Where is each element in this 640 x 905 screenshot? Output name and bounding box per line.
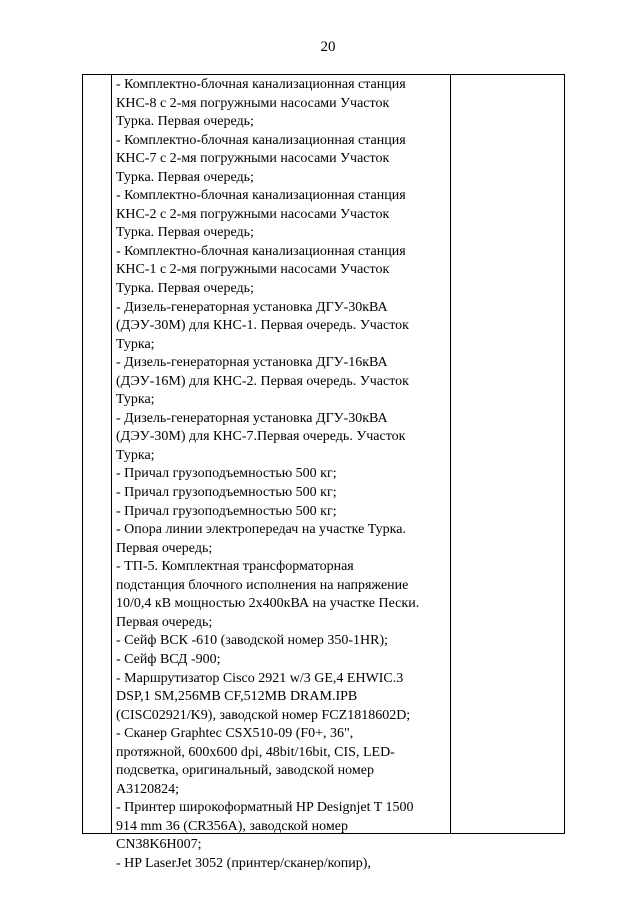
property-list-line: Турка; bbox=[116, 336, 155, 352]
property-list-line: Турка; bbox=[116, 447, 155, 463]
property-list-line: - HP LaserJet 3052 (принтер/сканер/копир), bbox=[116, 855, 371, 871]
property-list-line: - Дизель-генераторная установка ДГУ-16кВА bbox=[116, 355, 388, 371]
property-list-line: подстанция блочного исполнения на напряжение bbox=[116, 577, 409, 593]
property-list-line: - Причал грузоподъемностью 500 кг; bbox=[116, 466, 337, 482]
property-list-line: - Причал грузоподъемностью 500 кг; bbox=[116, 503, 337, 519]
property-list-line: - Дизель-генераторная установка ДГУ-30кВА bbox=[116, 299, 388, 315]
property-list-line: - Комплектно-блочная канализационная станция bbox=[116, 243, 406, 259]
property-list-line: протяжной, 600x600 dpi, 48bit/16bit, CIS, LED- bbox=[116, 744, 395, 760]
property-list-line: подсветка, оригинальный, заводской номер bbox=[116, 763, 374, 779]
table-column-divider-1 bbox=[111, 75, 112, 833]
property-table bbox=[82, 74, 565, 871]
property-list-line: - Сейф ВСД -900; bbox=[116, 651, 221, 667]
property-list-line: Турка. Первая очередь; bbox=[116, 169, 254, 185]
property-list-line: - Сканер Graphtec CSX510-09 (F0+, 36", bbox=[116, 726, 354, 742]
property-list-line: CN38K6H007; bbox=[116, 837, 202, 853]
property-list-line: Турка. Первая очередь; bbox=[116, 281, 254, 297]
property-list-line: КНС-1 с 2-мя погружными насосами Участок bbox=[116, 262, 390, 278]
property-list-line: - Сейф ВСК -610 (заводской номер 350-1HR); bbox=[116, 633, 389, 649]
property-list-line: - Комплектно-блочная канализационная станция bbox=[116, 77, 406, 92]
property-list-line: - Комплектно-блочная канализационная станция bbox=[116, 132, 406, 148]
property-list-line: DSP,1 SM,256MB CF,512MB DRAM.IPB bbox=[116, 689, 358, 705]
property-list-line: КНС-2 с 2-мя погружными насосами Участок bbox=[116, 206, 390, 222]
property-list-line: - Маршрутизатор Cisco 2921 w/3 GE,4 EHWIC.3 bbox=[116, 670, 404, 686]
property-list-line: (ДЭУ-16М) для КНС-2. Первая очередь. Участок bbox=[116, 373, 409, 389]
property-list-line: КНС-8 с 2-мя погружными насосами Участок bbox=[116, 95, 390, 111]
property-list-line: - ТП-5. Комплектная трансформаторная bbox=[116, 559, 354, 575]
property-list-line: - Причал грузоподъемностью 500 кг; bbox=[116, 485, 337, 501]
property-list-cell bbox=[116, 76, 448, 874]
property-list-line: Первая очередь; bbox=[116, 540, 213, 556]
property-list-line: - Комплектно-блочная канализационная станция bbox=[116, 188, 406, 204]
table-column-divider-2 bbox=[450, 75, 451, 833]
property-list-line: 914 mm 36 (CR356A), заводской номер bbox=[116, 818, 348, 834]
page-number: 20 bbox=[320, 39, 336, 55]
property-list-line: Турка; bbox=[116, 392, 155, 408]
property-list-line: Турка. Первая очередь; bbox=[116, 114, 254, 130]
property-list-line: (ДЭУ-30М) для КНС-1. Первая очередь. Участок bbox=[116, 318, 409, 334]
property-list-line: - Опора линии электропередач на участке Турка. bbox=[116, 522, 406, 538]
property-list-line: A3120824; bbox=[116, 781, 179, 797]
property-list-line: (ДЭУ-30М) для КНС-7.Первая очередь. Участок bbox=[116, 429, 406, 445]
property-list-line: (CISC02921/K9), заводской номер FCZ1818602D; bbox=[116, 707, 411, 723]
property-list-line: КНС-7 с 2-мя погружными насосами Участок bbox=[116, 151, 390, 167]
property-list-line: - Дизель-генераторная установка ДГУ-30кВА bbox=[116, 410, 388, 426]
property-list-line: Первая очередь; bbox=[116, 614, 213, 630]
property-list-line: - Принтер широкоформатный HP Designjet T 1500 bbox=[116, 800, 414, 816]
property-list-line: 10/0,4 кВ мощностью 2х400кВА на участке Пески. bbox=[116, 596, 420, 612]
property-list-line: Турка. Первая очередь; bbox=[116, 225, 254, 241]
